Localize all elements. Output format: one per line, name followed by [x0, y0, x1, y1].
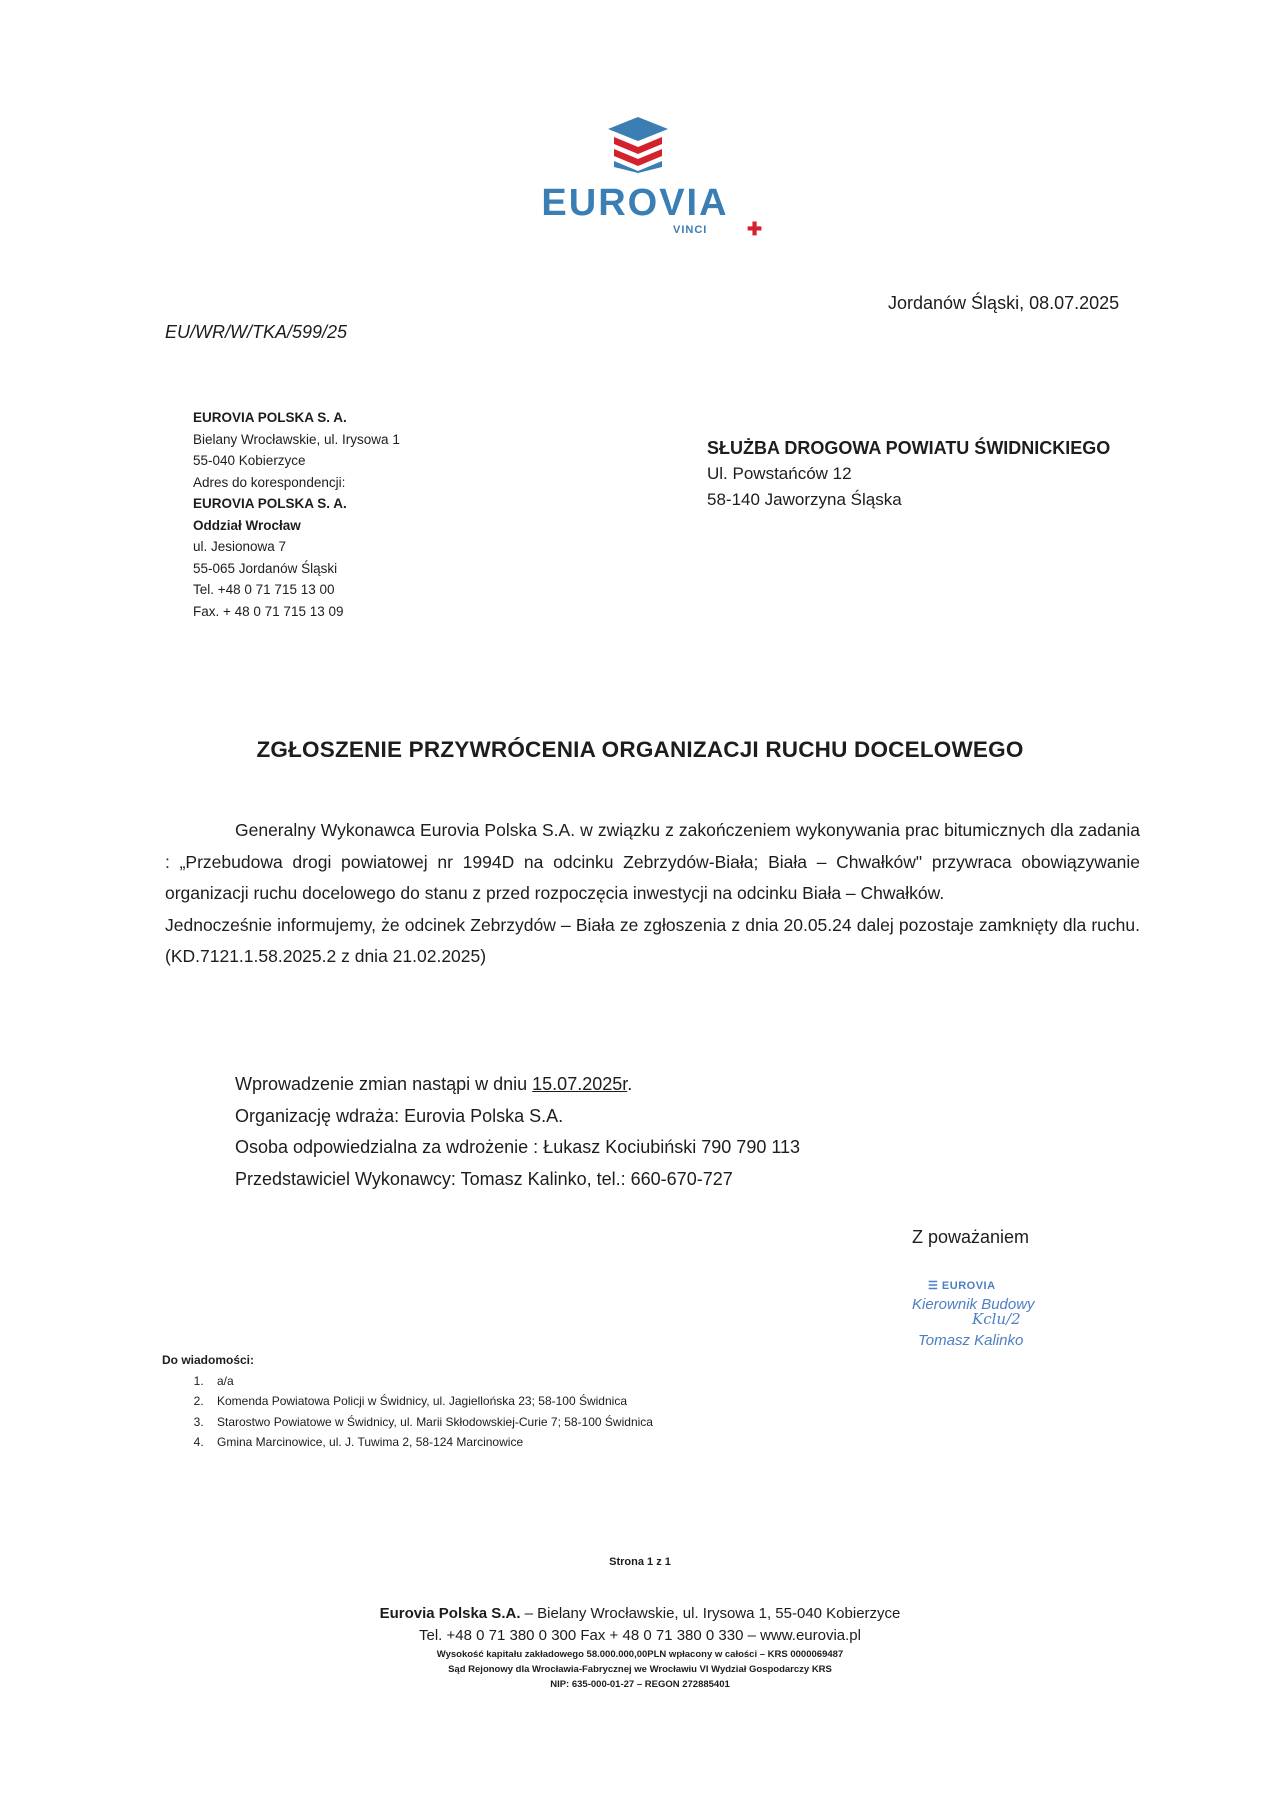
closing-salutation: Z poważaniem — [912, 1227, 1030, 1247]
cc-items — [162, 1371, 653, 1453]
body-paragraph: Generalny Wykonawca Eurovia Polska S.A. w związku z zakończeniem wykonywania prac bitumicznych dla zadania : „Przebudowa drogi powiatowej nr 1994D na odcinku Zebrzydów-Biała; Biała – Chwałków" przywraca obowiązywanie organizacji ruchu docelowego do stanu z przed rozpoczęcia inwestycji na odcinku Biała – Chwałków. — [165, 820, 1140, 903]
footer-capital-line: Wysokość kapitału zakładowego 58.000.000,00PLN wpłacony w całości – KRS 0000069487 — [436, 1649, 844, 1660]
stamp-role: Kierownik Budowy — [912, 1296, 1035, 1313]
vinci-cross-icon: ✚ — [747, 219, 763, 239]
stamp-name: Tomasz Kalinko — [918, 1332, 1024, 1349]
sender-company: EUROVIA POLSKA S. A. — [193, 410, 347, 425]
body-paragraph: Jednocześnie informujemy, że odcinek Zebrzydów – Biała ze zgłoszenia z dnia 20.05.24 dalej pozostaje zamknięty dla ruchu. (KD.7121.1.58.2025.2 z dnia 21.02.2025) — [165, 914, 1140, 966]
logo-vinci-text: VINCI — [673, 224, 708, 236]
footer-company: Eurovia Polska S.A. — [379, 1605, 521, 1622]
footer-tax-line: NIP: 635-000-01-27 – REGON 272885401 — [550, 1679, 730, 1690]
place-and-date: Jordanów Śląski, 08.07.2025 — [888, 293, 1120, 313]
page-number: Strona 1 z 1 — [609, 1556, 671, 1568]
reference-number: EU/WR/W/TKA/599/25 — [165, 322, 348, 342]
implementation-details — [235, 1069, 800, 1195]
list-item: 3. Starostwo Powiatowe w Świdnicy, ul. Marii Skłodowskiej-Curie 7; 58-100 Świdnica — [207, 1412, 653, 1433]
list-item: 2. Komenda Powiatowa Policji w Świdnicy, ul. Jagiellońska 23; 58-100 Świdnica — [207, 1391, 653, 1412]
footer-court-line: Sąd Rejonowy dla Wrocławia-Fabrycznej we Wrocławiu VI Wydział Gospodarczy KRS — [448, 1664, 832, 1675]
sender-branch-city: 55-065 Jordanów Śląski — [193, 560, 338, 576]
contractor-representative-line: Przedstawiciel Wykonawcy: Tomasz Kalinko, tel.: 660-670-727 — [235, 1168, 733, 1189]
footer-contact-line: Tel. +48 0 71 380 0 300 Fax + 48 0 71 380 0 330 – www.eurovia.pl — [419, 1627, 861, 1644]
document-title: ZGŁOSZENIE PRZYWRÓCENIA ORGANIZACJI RUCHU DOCELOWEGO — [256, 737, 1024, 762]
list-item: 1. a/a — [207, 1371, 653, 1392]
recipient-street: Ul. Powstańców 12 — [707, 464, 852, 483]
date-line-suffix: . — [627, 1074, 633, 1094]
sender-address-line: Bielany Wrocławskie, ul. Irysowa 1 — [193, 431, 400, 447]
recipient-city: 58-140 Jaworzyna Śląska — [707, 490, 902, 509]
recipient-address-block — [707, 435, 1110, 513]
correspondence-label: Adres do korespondencji: — [193, 474, 346, 490]
recipient-name: SŁUŻBA DROGOWA POWIATU ŚWIDNICKIEGO — [707, 438, 1111, 458]
footer-address: – Bielany Wrocławskie, ul. Irysowa 1, 55-040 Kobierzyce — [520, 1605, 901, 1622]
logo-wordmark: EUROVIA — [541, 182, 729, 224]
list-item: 4. Gmina Marcinowice, ul. J. Tuwima 2, 58-124 Marcinowice — [207, 1432, 653, 1453]
handwritten-signature: Kclu/2 — [972, 1310, 1021, 1328]
letter-body — [165, 815, 1140, 973]
stamp-brand: EUROVIA — [941, 1280, 996, 1292]
sender-address-line: 55-040 Kobierzyce — [193, 453, 306, 468]
sender-fax: Fax. + 48 0 71 715 13 09 — [193, 603, 344, 619]
date-line-prefix: Wprowadzenie zmian nastąpi w dniu — [235, 1074, 533, 1094]
company-footer — [0, 1603, 1280, 1692]
implementation-date: 15.07.2025r — [532, 1074, 628, 1094]
stamp-lines-icon: ☰ — [928, 1280, 942, 1292]
sender-branch-street: ul. Jesionowa 7 — [193, 539, 287, 554]
cc-list — [162, 1350, 653, 1453]
responsible-person-line: Osoba odpowiedzialna za wdrożenie : Łukasz Kociubiński 790 790 113 — [235, 1137, 801, 1157]
implementer-line: Organizację wdraża: Eurovia Polska S.A. — [235, 1105, 564, 1126]
sender-branch: Oddział Wrocław — [193, 517, 301, 533]
signature-stamp — [910, 1275, 1060, 1355]
implementation-date-line — [235, 1069, 800, 1101]
company-logo — [535, 117, 775, 239]
sender-address-block — [193, 407, 400, 622]
logo-stack-icon — [608, 117, 668, 173]
cc-heading: Do wiadomości: — [162, 1353, 255, 1367]
stamp-logo — [928, 1279, 996, 1292]
sender-company-correspondence: EUROVIA POLSKA S. A. — [193, 496, 347, 511]
footer-address-line — [0, 1603, 1280, 1625]
sender-phone: Tel. +48 0 71 715 13 00 — [193, 582, 335, 597]
